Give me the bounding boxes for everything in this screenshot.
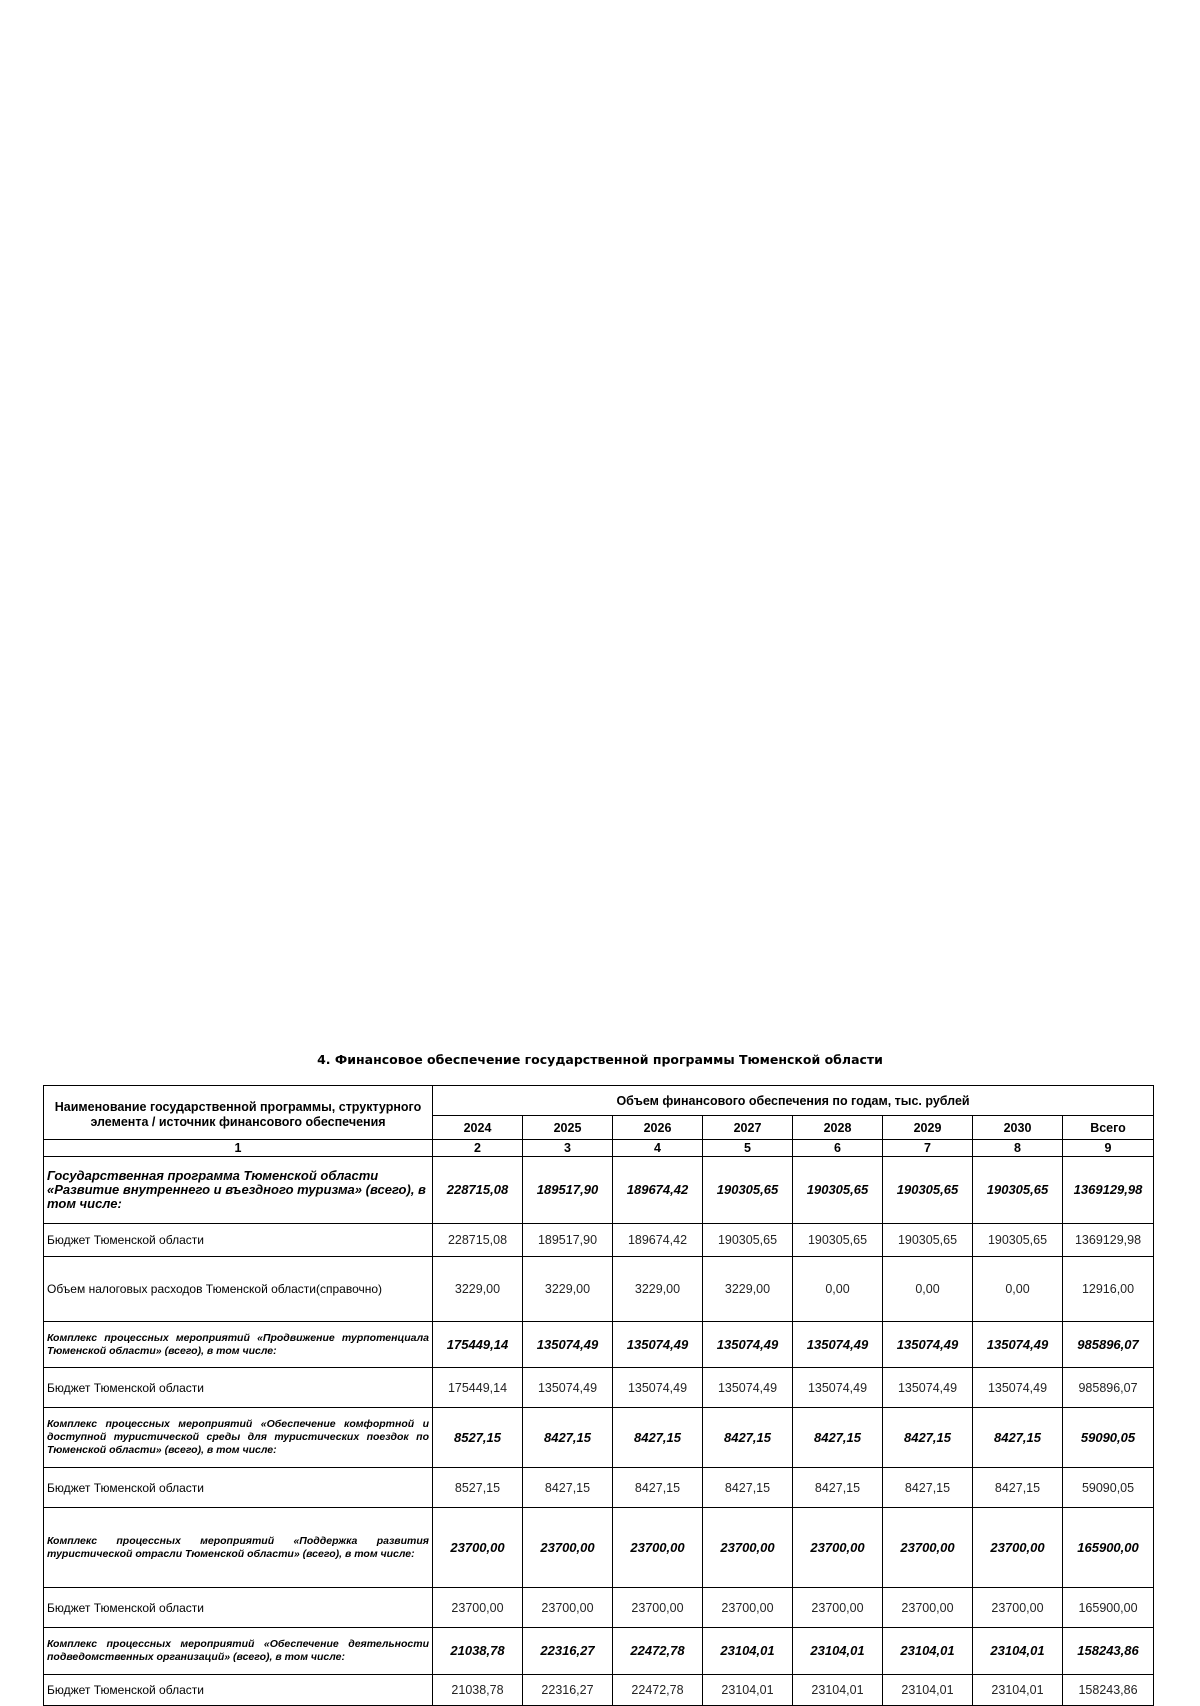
value-cell: 8427,15 [973, 1408, 1063, 1468]
value-cell: 22316,27 [523, 1675, 613, 1706]
value-cell: 21038,78 [433, 1675, 523, 1706]
row-name-cell: Государственная программа Тюменской области «Развитие внутреннего и въездного туризма» (всего), в том числе: [44, 1157, 433, 1224]
column-number-cell: 9 [1063, 1140, 1154, 1157]
value-cell: 23700,00 [613, 1508, 703, 1588]
value-cell: 12916,00 [1063, 1257, 1154, 1322]
value-cell: 23104,01 [793, 1675, 883, 1706]
table-row [44, 1408, 1154, 1468]
value-cell: 3229,00 [433, 1257, 523, 1322]
value-cell: 3229,00 [613, 1257, 703, 1322]
value-cell: 135074,49 [613, 1368, 703, 1408]
year-header-cell: 2024 [433, 1116, 523, 1140]
value-cell: 190305,65 [883, 1224, 973, 1257]
value-cell: 1369129,98 [1063, 1224, 1154, 1257]
value-cell: 23700,00 [523, 1508, 613, 1588]
value-cell: 135074,49 [793, 1322, 883, 1368]
row-name-cell: Бюджет Тюменской области [44, 1588, 433, 1628]
column-number-cell: 8 [973, 1140, 1063, 1157]
value-cell: 59090,05 [1063, 1408, 1154, 1468]
value-cell: 3229,00 [703, 1257, 793, 1322]
value-cell: 8427,15 [883, 1468, 973, 1508]
value-cell: 190305,65 [703, 1224, 793, 1257]
value-cell: 23104,01 [703, 1675, 793, 1706]
column-number-cell: 5 [703, 1140, 793, 1157]
value-cell: 8427,15 [523, 1468, 613, 1508]
value-cell: 158243,86 [1063, 1628, 1154, 1675]
value-cell: 190305,65 [793, 1157, 883, 1224]
value-cell: 21038,78 [433, 1628, 523, 1675]
value-cell: 135074,49 [883, 1368, 973, 1408]
value-cell: 189517,90 [523, 1157, 613, 1224]
value-cell: 22316,27 [523, 1628, 613, 1675]
value-cell: 23104,01 [883, 1628, 973, 1675]
value-cell: 23700,00 [973, 1588, 1063, 1628]
year-header-cell: 2027 [703, 1116, 793, 1140]
year-header-cell: 2025 [523, 1116, 613, 1140]
value-cell: 0,00 [973, 1257, 1063, 1322]
value-cell: 0,00 [883, 1257, 973, 1322]
table-row [44, 1322, 1154, 1368]
financing-table [43, 1085, 1154, 1706]
value-cell: 0,00 [793, 1257, 883, 1322]
value-cell: 8427,15 [703, 1468, 793, 1508]
value-cell: 1369129,98 [1063, 1157, 1154, 1224]
value-cell: 189674,42 [613, 1224, 703, 1257]
value-cell: 190305,65 [703, 1157, 793, 1224]
table-row [44, 1257, 1154, 1322]
column-number-cell: 4 [613, 1140, 703, 1157]
value-cell: 8527,15 [433, 1408, 523, 1468]
value-cell: 135074,49 [703, 1368, 793, 1408]
value-cell: 189517,90 [523, 1224, 613, 1257]
value-cell: 175449,14 [433, 1322, 523, 1368]
value-cell: 190305,65 [973, 1224, 1063, 1257]
table-row [44, 1224, 1154, 1257]
value-cell: 3229,00 [523, 1257, 613, 1322]
header-volume-cell: Объем финансового обеспечения по годам, тыс. рублей [433, 1086, 1154, 1116]
column-number-cell: 3 [523, 1140, 613, 1157]
table-row [44, 1368, 1154, 1408]
value-cell: 985896,07 [1063, 1368, 1154, 1408]
value-cell: 135074,49 [523, 1368, 613, 1408]
column-number-cell: 1 [44, 1140, 433, 1157]
column-number-cell: 6 [793, 1140, 883, 1157]
row-name-cell: Комплекс процессных мероприятий «Продвижение турпотенциала Тюменской области» (всего), в том числе: [44, 1322, 433, 1368]
year-header-cell: 2030 [973, 1116, 1063, 1140]
value-cell: 23104,01 [793, 1628, 883, 1675]
column-number-cell: 7 [883, 1140, 973, 1157]
row-name-cell: Бюджет Тюменской области [44, 1468, 433, 1508]
table-row [44, 1675, 1154, 1706]
value-cell: 158243,86 [1063, 1675, 1154, 1706]
value-cell: 23700,00 [793, 1588, 883, 1628]
table-body [44, 1157, 1154, 1706]
row-name-cell: Объем налоговых расходов Тюменской области(справочно) [44, 1257, 433, 1322]
value-cell: 135074,49 [703, 1322, 793, 1368]
table-row [44, 1588, 1154, 1628]
value-cell: 23700,00 [703, 1508, 793, 1588]
year-header-cell: 2028 [793, 1116, 883, 1140]
value-cell: 175449,14 [433, 1368, 523, 1408]
value-cell: 8427,15 [703, 1408, 793, 1468]
value-cell: 8427,15 [793, 1408, 883, 1468]
value-cell: 23700,00 [613, 1588, 703, 1628]
value-cell: 190305,65 [883, 1157, 973, 1224]
value-cell: 228715,08 [433, 1224, 523, 1257]
value-cell: 228715,08 [433, 1157, 523, 1224]
value-cell: 135074,49 [973, 1322, 1063, 1368]
row-name-cell: Бюджет Тюменской области [44, 1224, 433, 1257]
year-header-cell: 2029 [883, 1116, 973, 1140]
value-cell: 23700,00 [433, 1508, 523, 1588]
value-cell: 135074,49 [973, 1368, 1063, 1408]
value-cell: 23700,00 [433, 1588, 523, 1628]
year-header-cell: Всего [1063, 1116, 1154, 1140]
value-cell: 190305,65 [793, 1224, 883, 1257]
table-row [44, 1508, 1154, 1588]
value-cell: 23700,00 [523, 1588, 613, 1628]
value-cell: 135074,49 [523, 1322, 613, 1368]
header-name-cell: Наименование государственной программы, структурного элемента / источник финансового обеспечения [44, 1086, 433, 1140]
value-cell: 190305,65 [973, 1157, 1063, 1224]
row-name-cell: Бюджет Тюменской области [44, 1368, 433, 1408]
value-cell: 23104,01 [883, 1675, 973, 1706]
row-name-cell: Комплекс процессных мероприятий «Поддержка развития туристической отрасли Тюменской области» (всего), в том числе: [44, 1508, 433, 1588]
row-name-cell: Комплекс процессных мероприятий «Обеспечение деятельности подведомственных организаций» (всего), в том числе: [44, 1628, 433, 1675]
value-cell: 23104,01 [703, 1628, 793, 1675]
table-row [44, 1628, 1154, 1675]
column-number-cell: 2 [433, 1140, 523, 1157]
value-cell: 23104,01 [973, 1675, 1063, 1706]
value-cell: 8427,15 [613, 1468, 703, 1508]
value-cell: 8427,15 [613, 1408, 703, 1468]
document-title: 4. Финансовое обеспечение государственной программы Тюменской области [317, 1052, 883, 1067]
value-cell: 22472,78 [613, 1628, 703, 1675]
value-cell: 22472,78 [613, 1675, 703, 1706]
value-cell: 8527,15 [433, 1468, 523, 1508]
value-cell: 135074,49 [793, 1368, 883, 1408]
value-cell: 165900,00 [1063, 1508, 1154, 1588]
year-header-cell: 2026 [613, 1116, 703, 1140]
value-cell: 8427,15 [793, 1468, 883, 1508]
row-name-cell: Бюджет Тюменской области [44, 1675, 433, 1706]
value-cell: 189674,42 [613, 1157, 703, 1224]
value-cell: 23700,00 [703, 1588, 793, 1628]
value-cell: 135074,49 [883, 1322, 973, 1368]
value-cell: 165900,00 [1063, 1588, 1154, 1628]
value-cell: 8427,15 [523, 1408, 613, 1468]
value-cell: 135074,49 [613, 1322, 703, 1368]
value-cell: 8427,15 [883, 1408, 973, 1468]
value-cell: 59090,05 [1063, 1468, 1154, 1508]
column-number-row [44, 1140, 1154, 1157]
value-cell: 23700,00 [793, 1508, 883, 1588]
value-cell: 23700,00 [973, 1508, 1063, 1588]
value-cell: 985896,07 [1063, 1322, 1154, 1368]
row-name-cell: Комплекс процессных мероприятий «Обеспечение комфортной и доступной туристической среды для туристических поездок по Тюменской области» (всего), в том числе: [44, 1408, 433, 1468]
table-row [44, 1468, 1154, 1508]
value-cell: 23700,00 [883, 1508, 973, 1588]
value-cell: 23700,00 [883, 1588, 973, 1628]
value-cell: 8427,15 [973, 1468, 1063, 1508]
table-row [44, 1157, 1154, 1224]
value-cell: 23104,01 [973, 1628, 1063, 1675]
